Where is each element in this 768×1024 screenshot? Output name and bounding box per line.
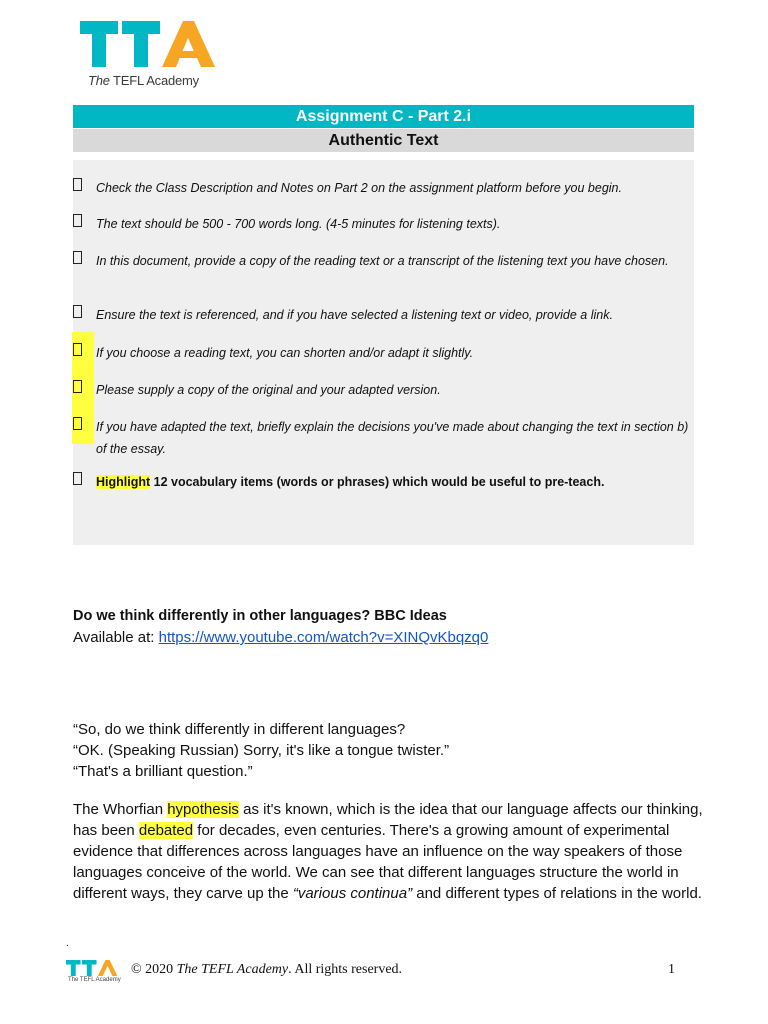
assignment-title: Assignment C - Part 2.i	[73, 105, 694, 128]
quote-line: “OK. (Speaking Russian) Sorry, it's like a tongue twister.”	[73, 742, 450, 759]
stray-dot: .	[66, 938, 69, 949]
tta-small-logo-icon	[66, 957, 118, 979]
highlight-word: Highlight	[96, 475, 151, 489]
instructions-box: Check the Class Description and Notes on Part 2 on the assignment platform before you begin. The text should be 500 - 700 words long. (4-5 minutes for listening texts). In this document, provide a copy of the reading text or a transcript of the listening text you have chosen. Ensure the text is referenced, and if you have selected a listening text or video, provide a link. If you choose a reading text, you can shorten and/or adapt it slightly. Please supply a copy of the original and your adapted version. If you have adapted the text, briefly explain the decisions you've made about changing the text in section b) of the essay. Highlight 12 vocabulary items (words or phrases) which would be useful to pre-teach.	[73, 160, 694, 545]
footer-logo-tagline: The TEFL Academy	[68, 977, 121, 983]
tta-logo-mark	[66, 16, 216, 72]
tefl-academy-logo	[66, 16, 226, 90]
checkbox-bullet-icon	[73, 305, 82, 318]
source-link[interactable]: https://www.youtube.com/watch?v=XINQvKbqzq0	[158, 629, 489, 646]
quote-line: “That's a brilliant question.”	[73, 763, 253, 780]
source-availability: Available at: https://www.youtube.com/watch?v=XINQvKbqzq0	[73, 629, 489, 646]
quote-line: “So, do we think differently in different languages?	[73, 721, 406, 738]
checkbox-bullet-icon	[73, 251, 82, 264]
body-paragraph: The Whorfian hypothesis as it's known, which is the idea that our language affects our thinking, has been debated for decades, even centuries. There's a growing amount of experimental evidence that differences across languages have an influence on the way speakers of those languages conceive of the world. We can see that different languages structure the world in different ways, they carve up the “various continua” and different types of relations in the world.	[73, 801, 703, 902]
vocab-highlight: debated	[138, 822, 194, 839]
page-number: 1	[668, 962, 675, 977]
source-title: Do we think differently in other languages? BBC Ideas	[73, 608, 447, 624]
highlighted-bullet-icon	[72, 406, 94, 444]
highlighted-bullet-icon	[72, 369, 94, 407]
copyright-notice: © 2020 The TEFL Academy. All rights reserved.	[131, 962, 403, 977]
checkbox-bullet-icon	[73, 214, 82, 227]
checkbox-bullet-icon	[73, 472, 82, 485]
section-subtitle: Authentic Text	[73, 129, 694, 152]
logo-tagline: The TEFL Academy	[88, 73, 199, 88]
highlighted-bullet-icon	[72, 332, 94, 370]
vocab-highlight: hypothesis	[167, 801, 239, 818]
checkbox-bullet-icon	[73, 178, 82, 191]
